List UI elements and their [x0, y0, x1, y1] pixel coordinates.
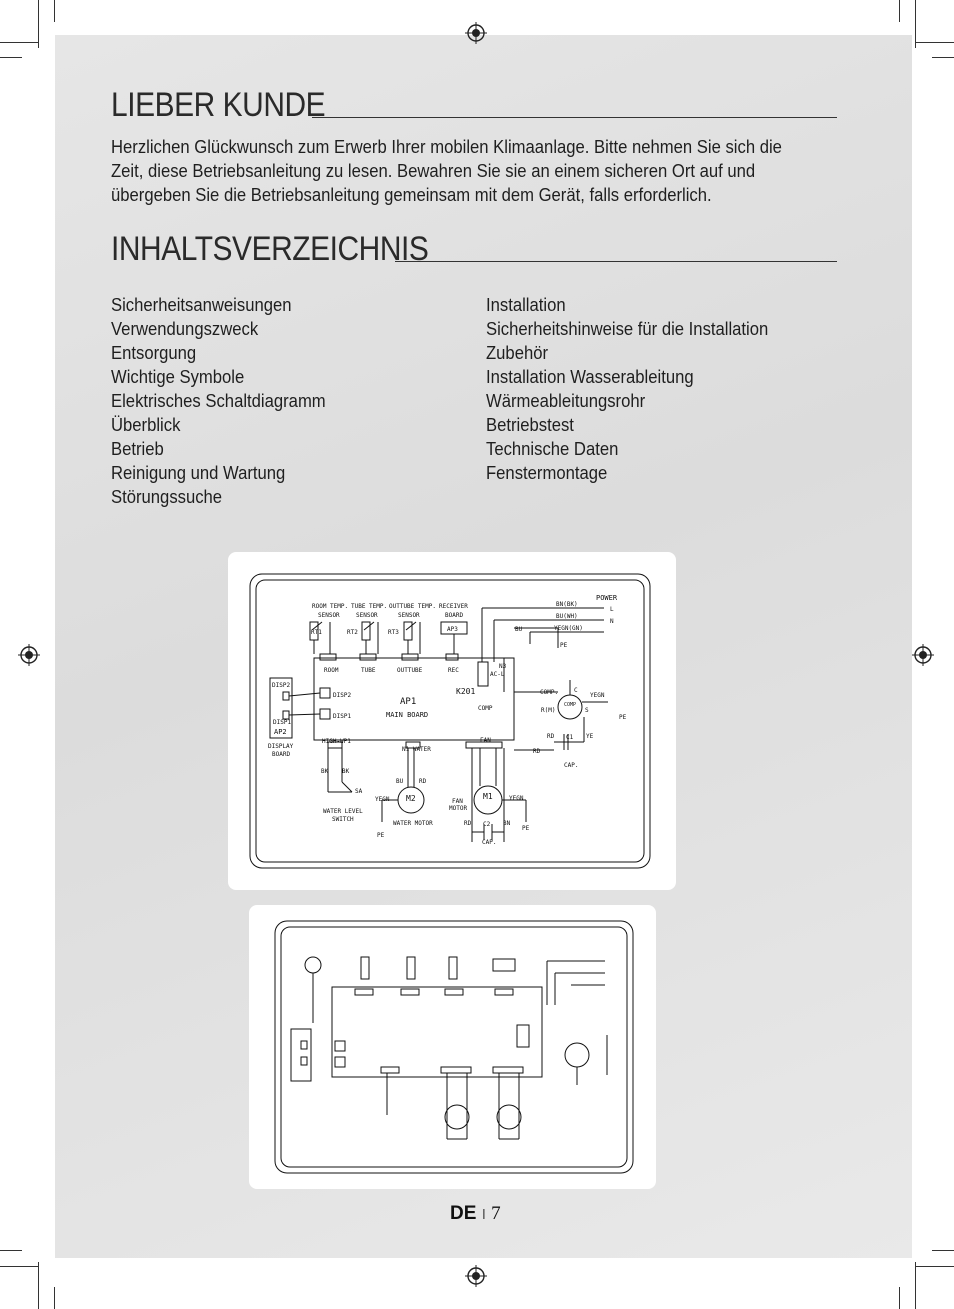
display-board-label: DISPLAY [268, 743, 294, 750]
high-wp1-label: HIGH-WP1 [322, 738, 351, 745]
page-footer [450, 1203, 501, 1225]
wiring-diagram-panel [228, 552, 676, 890]
pe-label: PE [522, 825, 530, 832]
sensor-label: TUBE TEMP. [351, 603, 388, 610]
title-rule [395, 261, 837, 262]
rd-label: RD [464, 820, 472, 827]
toc-item[interactable]: Reinigung und Wartung [111, 462, 286, 483]
bk-label: BK [342, 768, 350, 775]
pe-label: PE [377, 832, 385, 839]
power-line-label: BU(WH) [556, 613, 578, 620]
toc-item[interactable]: Technische Daten [486, 438, 619, 459]
acl-label: AC-L [490, 671, 505, 678]
n1-water-label: N1 WATER [402, 746, 431, 753]
crop-mark [0, 1266, 38, 1267]
yegn-label: YEGN [375, 796, 390, 803]
water-level-switch-label: SWITCH [332, 816, 354, 823]
crop-mark [54, 1287, 55, 1309]
terminal-label: PE [560, 642, 568, 649]
rt-label: RT3 [388, 629, 399, 636]
power-line-label: BN(BK) [556, 601, 578, 608]
crop-mark [0, 42, 38, 43]
connector-label: REC [448, 667, 459, 674]
rt-label: RT1 [311, 629, 322, 636]
bu-label: BU [396, 778, 404, 785]
ap3-label: AP3 [447, 626, 458, 633]
rd-label: RD [533, 748, 541, 755]
crop-mark [932, 1250, 954, 1251]
sa-label: SA [355, 788, 363, 795]
fan-motor-label: MOTOR [449, 805, 468, 812]
cap-label: CAP. [482, 839, 497, 846]
section-title-greeting: LIEBER KUNDE [111, 86, 326, 124]
yegn-label: YEGN [509, 795, 524, 802]
registration-mark-icon [912, 644, 934, 666]
sensor-sub-label: SENSOR [398, 612, 420, 619]
ap1-label: AP1 [400, 697, 417, 707]
disp1-label: DISP1 [273, 719, 292, 726]
crop-mark [38, 1262, 39, 1309]
toc-item[interactable]: Störungssuche [111, 486, 223, 507]
language-code: DE [450, 1203, 477, 1224]
footer-separator: I [481, 1206, 486, 1223]
crop-mark [38, 0, 39, 48]
water-level-switch-label: WATER LEVEL [323, 808, 363, 815]
rd-label: RD [547, 733, 555, 740]
connector-label: ROOM [324, 667, 339, 674]
bn-label: BN [503, 820, 511, 827]
toc-item[interactable]: Sicherheitshinweise für die Installation [486, 318, 769, 339]
registration-mark-icon [18, 644, 40, 666]
toc-item[interactable]: Betriebstest [486, 414, 574, 435]
toc-item[interactable]: Zubehör [486, 342, 549, 363]
wiring-diagram-unlabelled [249, 905, 656, 1189]
registration-mark-icon [465, 1265, 487, 1287]
bk-label: BK [321, 768, 329, 775]
c-label: C [574, 687, 578, 694]
yegn-label: YEGN [590, 692, 605, 699]
m1-label: M1 [483, 792, 493, 801]
crop-mark [915, 1262, 916, 1309]
sensor-sub-label: SENSOR [318, 612, 340, 619]
sensor-sub-label: BOARD [445, 612, 464, 619]
crop-mark [54, 0, 55, 22]
title-rule [312, 117, 837, 118]
disp2-label: DISP2 [272, 682, 291, 689]
sensor-label: ROOM TEMP. [312, 603, 349, 610]
crop-mark [0, 1250, 22, 1251]
terminal-label: L [610, 606, 614, 613]
n3-label: N3 [499, 663, 507, 670]
toc-item[interactable]: Wärmeableitungsrohr [486, 390, 646, 411]
k201-label: K201 [456, 687, 476, 696]
registration-mark-icon [465, 22, 487, 44]
comp-dot-label: COMP. [540, 689, 559, 696]
crop-mark [916, 1266, 954, 1267]
toc-item[interactable]: Wichtige Symbole [111, 366, 245, 387]
display-board-label: BOARD [272, 751, 291, 758]
bu-label: BU [515, 626, 523, 633]
c1-label: C1 [566, 734, 574, 741]
page-number: 7 [491, 1203, 501, 1224]
toc-right-column [486, 293, 768, 485]
intro-paragraph: Herzlichen Glückwunsch zum Erwerb Ihrer mobilen Klimaanlage. Bitte nehmen Sie sich die Zeit, diese Betriebsanleitung zu lesen. Bewahren Sie sie an einem sicheren Ort auf und übergeben Sie die Betriebsanleitung gemeinsam mit dem Gerät, falls erforderlich. [111, 136, 782, 205]
comp-inner-label: COMP [564, 702, 577, 708]
m2-label: M2 [406, 794, 416, 803]
power-line-label: YEGN(GN) [554, 625, 583, 632]
toc-item[interactable]: Sicherheitsanweisungen [111, 294, 292, 315]
ap2-label: AP2 [274, 728, 287, 736]
water-motor-label: WATER MOTOR [393, 820, 433, 827]
cap-label: CAP. [564, 762, 579, 769]
terminal-label: N [610, 618, 614, 625]
toc-item[interactable]: Verwendungszweck [111, 318, 259, 339]
crop-mark [915, 0, 916, 48]
crop-mark [899, 0, 900, 22]
rm-label: R(M) [541, 707, 556, 714]
connector-label: OUTTUBE [397, 667, 423, 674]
sensor-sub-label: SENSOR [356, 612, 378, 619]
toc-item[interactable]: Elektrisches Schaltdiagramm [111, 390, 326, 411]
comp-label: COMP [478, 705, 493, 712]
disp2-label: DISP2 [333, 692, 352, 699]
toc-item[interactable]: Entsorgung [111, 342, 197, 363]
toc-item[interactable]: Installation [486, 294, 566, 315]
sensor-label: OUTTUBE TEMP. [389, 603, 436, 610]
crop-mark [899, 1287, 900, 1309]
s-label: S [585, 707, 589, 714]
toc-left-column [111, 293, 326, 509]
wiring-diagram-panel-unlabelled [249, 905, 656, 1189]
crop-mark [0, 57, 22, 58]
crop-mark [932, 57, 954, 58]
ye-label: YE [586, 733, 594, 740]
toc-item[interactable]: Fenstermontage [486, 462, 608, 483]
toc-item[interactable]: Überblick [111, 414, 181, 435]
c2-label: C2 [483, 821, 491, 828]
wiring-diagram [228, 552, 676, 890]
section-title-contents: INHALTSVERZEICHNIS [111, 230, 429, 268]
crop-mark [916, 42, 954, 43]
sensor-label: RECEIVER [439, 603, 468, 610]
pe-label: PE [619, 714, 627, 721]
disp1-label: DISP1 [333, 713, 352, 720]
fan-motor-label: FAN [452, 798, 463, 805]
rt-label: RT2 [347, 629, 358, 636]
power-label: POWER [596, 594, 618, 602]
rd-label: RD [419, 778, 427, 785]
main-board-label: MAIN BOARD [386, 711, 429, 719]
toc-item[interactable]: Installation Wasserableitung [486, 366, 694, 387]
connector-label: TUBE [361, 667, 376, 674]
fan-label: FAN [480, 737, 491, 744]
toc-item[interactable]: Betrieb [111, 438, 164, 459]
